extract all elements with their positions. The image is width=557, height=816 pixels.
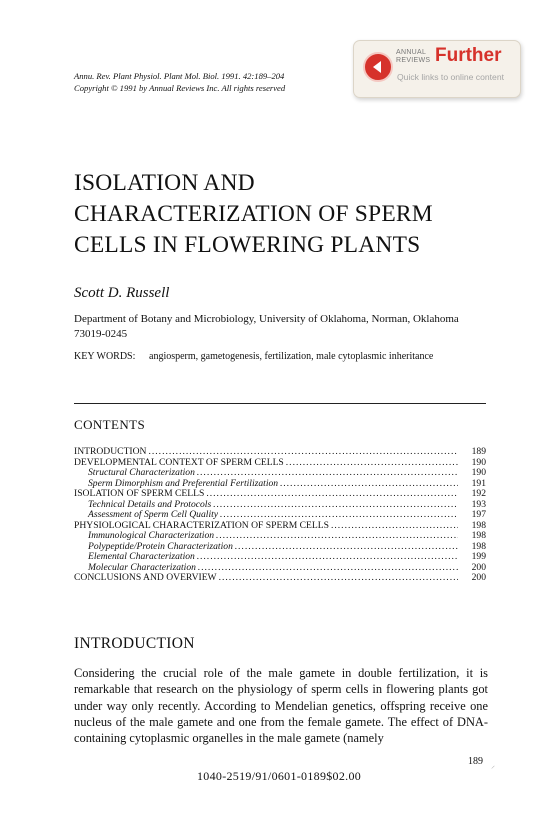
toc-subentry[interactable]: Technical Details and Protocols ..... 193 [74,500,486,511]
page-number: 189 [468,756,483,767]
title-line: CHARACTERIZATION OF SPERM [74,201,433,227]
article-title [74,168,433,261]
quick-links-label: Quick links to online content [397,72,505,82]
toc-subentry[interactable]: Polypeptide/Protein Characterization ..... 198 [74,542,486,553]
table-of-contents [74,447,486,584]
section-divider [74,403,486,404]
author-name: Scott D. Russell [74,285,170,301]
toc-subentry[interactable]: Sperm Dimorphism and Preferential Fertilization ..... 191 [74,479,486,490]
toc-entry[interactable]: CONCLUSIONS AND OVERVIEW ..... 200 [74,573,486,584]
toc-entry[interactable]: INTRODUCTION ..... 189 [74,447,486,458]
toc-subentry[interactable]: Structural Characterization ..... 190 [74,468,486,479]
keywords-text: angiosperm, gametogenesis, fertilization, male cytoplasmic inheritance [149,351,434,362]
further-label: Further [435,45,502,66]
toc-subentry[interactable]: Assessment of Sperm Cell Quality ..... 197 [74,510,486,521]
toc-entry[interactable]: ISOLATION OF SPERM CELLS ..... 192 [74,489,486,500]
keywords [74,351,433,362]
citation-line: Annu. Rev. Plant Physiol. Plant Mol. Biol. 1991. 42:189–204 [74,71,285,81]
toc-entry[interactable]: PHYSIOLOGICAL CHARACTERIZATION OF SPERM CELLS ..... 198 [74,521,486,532]
toc-subentry[interactable]: Immunological Characterization ..... 198 [74,531,486,542]
author-affiliation: Department of Botany and Microbiology, University of Oklahoma, Norman, Oklahoma 73019-0245 [74,313,459,340]
introduction-heading: INTRODUCTION [74,635,195,652]
contents-heading: CONTENTS [74,417,146,432]
copyright-line: Copyright © 1991 by Annual Reviews Inc. All rights reserved [74,83,286,93]
journal-citation [74,70,285,94]
toc-subentry[interactable]: Elemental Characterization ..... 199 [74,552,486,563]
toc-subentry[interactable]: Molecular Characterization ..... 200 [74,563,486,574]
annual-reviews-label: ANNUAL REVIEWS [396,49,431,64]
keywords-label: KEY WORDS: [74,351,136,362]
footer-code: 1040-2519/91/0601-0189$02.00 [197,769,362,783]
introduction-paragraph: Considering the crucial role of the male gamete in double fertilization, it is remarkable that research on the physiology of sperm cells in flowering plants got under way only recently. According to Mendelian genetics, offspring receive one nucleus of the male gamete and one from the female gamete. The effect of DNA-containing cytoplasmic organelles in the male gamete (namely [74,666,488,746]
title-line: CELLS IN FLOWERING PLANTS [74,232,421,258]
further-banner[interactable] [353,40,521,98]
arrow-left-icon [363,52,393,82]
scan-mark: ⸝ [491,761,495,770]
title-line: ISOLATION AND [74,170,255,196]
toc-entry[interactable]: DEVELOPMENTAL CONTEXT OF SPERM CELLS ..... 190 [74,458,486,469]
